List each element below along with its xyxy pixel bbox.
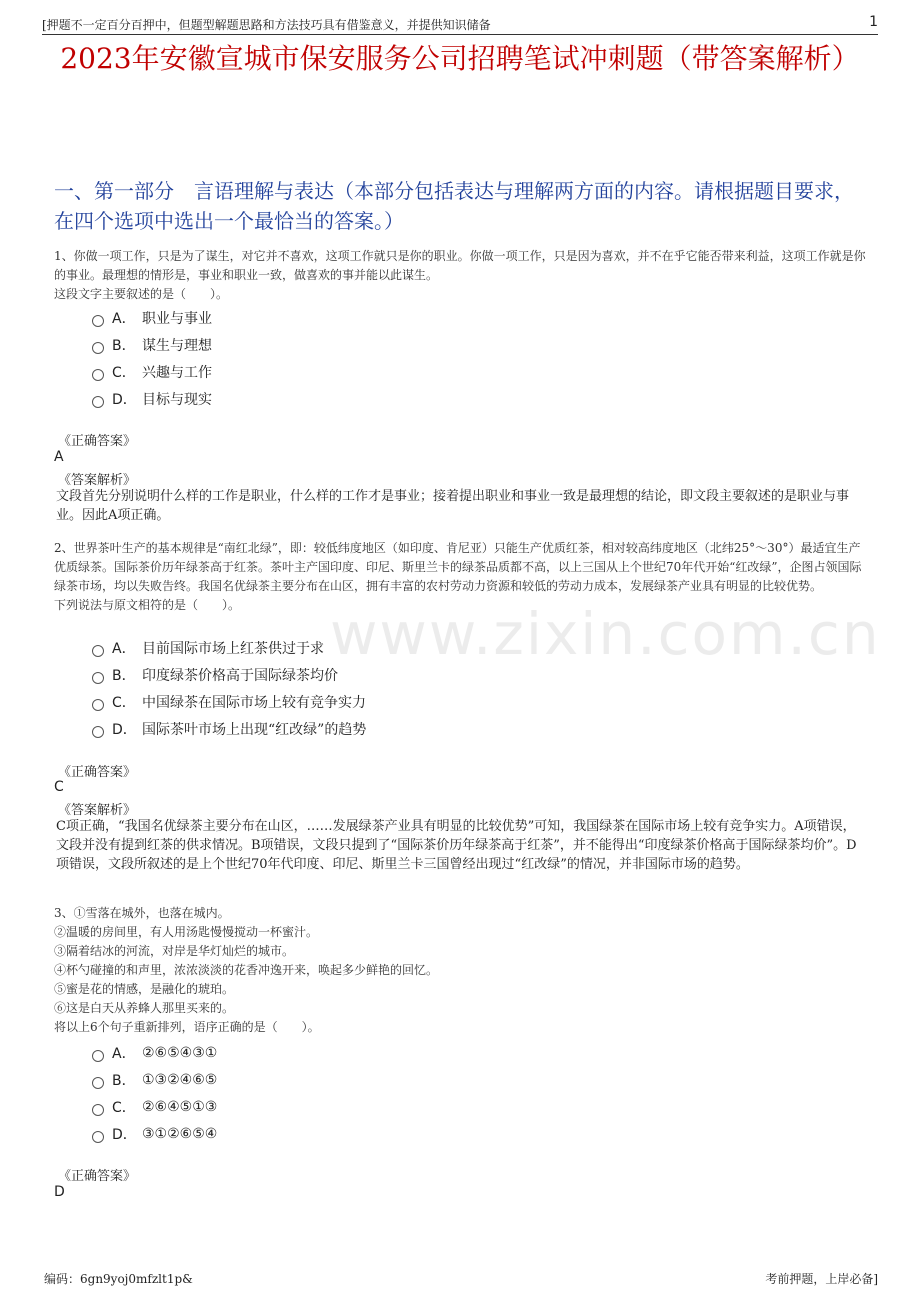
- radio-icon[interactable]: [92, 1104, 104, 1116]
- answer-value: C: [54, 779, 64, 795]
- question-stem-line: ②温暖的房间里，有人用汤匙慢慢搅动一杯蜜汁。: [54, 925, 319, 939]
- analysis-label: 《答案解析》: [58, 803, 137, 818]
- option-b[interactable]: B． 印度绿茶价格高于国际绿茶均价: [92, 661, 366, 688]
- document-title: 2023年安徽宣城市保安服务公司招聘笔试冲刺题（带答案解析）: [60, 42, 860, 75]
- radio-icon[interactable]: [92, 396, 104, 408]
- radio-icon[interactable]: [92, 342, 104, 354]
- radio-icon[interactable]: [92, 369, 104, 381]
- option-d[interactable]: D． 目标与现实: [92, 385, 212, 412]
- question-stem-line: 3、①雪落在城外，也落在城内。: [54, 906, 230, 920]
- option-b[interactable]: B． ①③②④⑥⑤: [92, 1066, 217, 1093]
- question-2-options: [92, 634, 366, 742]
- page-header: [42, 14, 878, 35]
- answer-value: A: [54, 449, 64, 465]
- radio-icon[interactable]: [92, 672, 104, 684]
- answer-label: 《正确答案》: [58, 1169, 137, 1184]
- option-d[interactable]: D． 国际茶叶市场上出现“红改绿”的趋势: [92, 715, 366, 742]
- option-c[interactable]: C． ②⑥④⑤①③: [92, 1093, 217, 1120]
- radio-icon[interactable]: [92, 645, 104, 657]
- radio-icon[interactable]: [92, 699, 104, 711]
- question-1-options: [92, 304, 212, 412]
- footer-slogan: 考前押题，上岸必备]: [765, 1272, 878, 1286]
- answer-value: D: [54, 1184, 65, 1200]
- analysis-text: 文段首先分别说明什么样的工作是职业，什么样的工作才是事业；接着提出职业和事业一致是最理想的结论，即文段主要叙述的是职业与事业。因此A项正确。: [56, 489, 850, 523]
- page-number: 1: [869, 14, 878, 30]
- footer-code: 编码：6gn9yoj0mfzlt1p&: [44, 1272, 193, 1286]
- radio-icon[interactable]: [92, 1077, 104, 1089]
- question-ask: 将以上6个句子重新排列，语序正确的是（ ）。: [54, 1020, 320, 1034]
- answer-label: 《正确答案》: [58, 434, 137, 449]
- option-c[interactable]: C． 中国绿茶在国际市场上较有竞争实力: [92, 688, 366, 715]
- analysis-label: 《答案解析》: [58, 473, 137, 488]
- question-stem-line: ⑥这是白天从养蜂人那里买来的。: [54, 1001, 235, 1015]
- option-a[interactable]: A． ②⑥⑤④③①: [92, 1039, 217, 1066]
- option-a[interactable]: A． 职业与事业: [92, 304, 212, 331]
- question-stem-line: ③隔着结冰的河流，对岸是华灯灿烂的城市。: [54, 944, 295, 958]
- radio-icon[interactable]: [92, 1131, 104, 1143]
- section-heading: 一、第一部分 言语理解与表达（本部分包括表达与理解两方面的内容。请根据题目要求，在四个选项中选出一个最恰当的答案。）: [54, 179, 854, 233]
- question-stem: 2、世界茶叶生产的基本规律是“南红北绿”，即：较低纬度地区（如印度、肯尼亚）只能生产优质红茶，相对较高纬度地区（北纬25°～30°）最适宜生产优质绿茶。国际茶价历年绿茶高于红茶。茶叶主产国印度、印尼、斯里兰卡的绿茶品质都不高，以上三国从上个世纪70年代开始“红改绿”，企图占领国际绿茶市场，均以失败告终。我国名优绿茶主要分布在山区，拥有丰富的农村劳动力资源和较低的劳动力成本，发展绿茶产业具有明显的比较优势。: [54, 541, 862, 593]
- option-b[interactable]: B． 谋生与理想: [92, 331, 212, 358]
- question-ask: 下列说法与原文相符的是（ ）。: [54, 598, 241, 612]
- radio-icon[interactable]: [92, 726, 104, 738]
- option-d[interactable]: D． ③①②⑥⑤④: [92, 1120, 217, 1147]
- radio-icon[interactable]: [92, 315, 104, 327]
- header-note: [押题不一定百分百押中，但题型解题思路和方法技巧具有借鉴意义，并提供知识储备: [42, 18, 491, 32]
- question-3: [54, 904, 872, 1037]
- question-ask: 这段文字主要叙述的是（ ）。: [54, 287, 229, 301]
- question-stem-line: ⑤蜜是花的情感，是融化的琥珀。: [54, 982, 235, 996]
- question-stem: 1、你做一项工作，只是为了谋生，对它并不喜欢，这项工作就只是你的职业。你做一项工作，只是因为喜欢，并不在乎它能否带来利益，这项工作就是你的事业。最理想的情形是，事业和职业一致，做喜欢的事并能以此谋生。: [54, 249, 866, 282]
- option-c[interactable]: C． 兴趣与工作: [92, 358, 212, 385]
- radio-icon[interactable]: [92, 1050, 104, 1062]
- question-stem-line: ④杯勺碰撞的和声里，浓浓淡淡的花香冲逸开来，唤起多少鲜艳的回忆。: [54, 963, 439, 977]
- question-2: [54, 539, 872, 615]
- analysis-text: C项正确，“我国名优绿茶主要分布在山区，……发展绿茶产业具有明显的比较优势”可知，我国绿茶在国际市场上较有竞争实力。A项错误，文段并没有提到红茶的供求情况。B项错误，文段只提到了“国际茶价历年绿茶高于红茶”，并不能得出“印度绿茶价格高于国际绿茶均价”。D项错误，文段所叙述的是上个世纪70年代印度、印尼、斯里兰卡三国曾经出现过“红改绿”的情况，并非国际市场的趋势。: [56, 819, 857, 872]
- watermark: www.zixin.com.cn: [330, 600, 881, 668]
- question-1: [54, 247, 872, 304]
- option-a[interactable]: A． 目前国际市场上红茶供过于求: [92, 634, 366, 661]
- question-3-options: [92, 1039, 217, 1147]
- answer-label: 《正确答案》: [58, 765, 137, 780]
